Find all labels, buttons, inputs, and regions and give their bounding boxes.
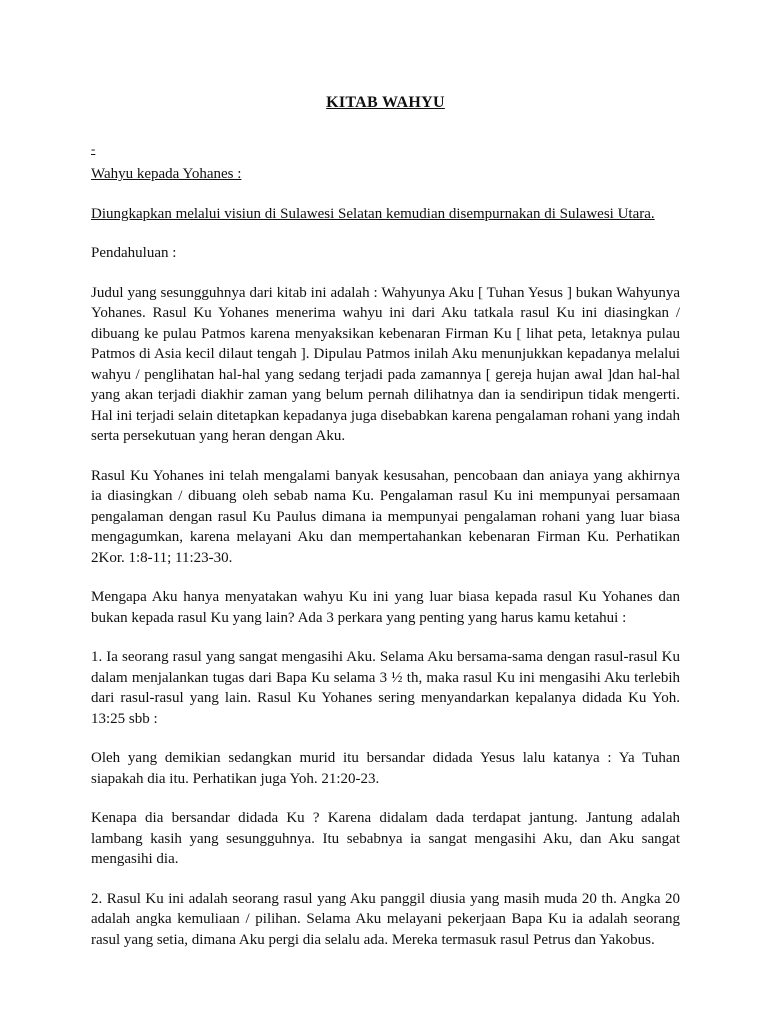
document-page bbox=[91, 92, 680, 969]
heading-pendahuluan: Pendahuluan : bbox=[91, 245, 177, 261]
heading-diungkapkan: Diungkapkan melalui visiun di Sulawesi Selatan kemudian disempurnakan di Sulawesi Utara. bbox=[91, 205, 655, 222]
paragraph-point-1: 1. Ia seorang rasul yang sangat mengasihi Aku. Selama Aku bersama-sama dengan rasul-rasul Ku dalam menjalankan tugas dari Bapa Ku selama 3 ½ th, maka rasul Ku ini mengasihi Aku terlebih dari rasul-rasul yang lain. Rasul Ku Yohanes sering menyandarkan kepalanya didada Ku Yoh. 13:25 sbb : bbox=[91, 649, 680, 727]
document-title: KITAB WAHYU bbox=[326, 94, 445, 111]
paragraph-kenapa: Kenapa dia bersandar didada Ku ? Karena didalam dada terdapat jantung. Jantung adalah lambang kasih yang sesungguhnya. Itu sebabnya ia sangat mengasihi Aku, dan Aku sangat mengasihi dia. bbox=[91, 810, 680, 867]
paragraph-mengapa: Mengapa Aku hanya menyatakan wahyu Ku ini yang luar biasa kepada rasul Ku Yohanes dan bukan kepada rasul Ku yang lain? Ada 3 perkara yang penting yang harus kamu ketahui : bbox=[91, 589, 680, 626]
paragraph-point-2: 2. Rasul Ku ini adalah seorang rasul yang Aku panggil diusia yang masih muda 20 th. Angka 20 adalah angka kemuliaan / pilihan. Selama Aku melayani pekerjaan Bapa Ku ia adalah seorang rasul yang setia, dimana Aku pergi dia selalu ada. Mereka termasuk rasul Petrus dan Yakobus. bbox=[91, 890, 680, 948]
paragraph-quote: Oleh yang demikian sedangkan murid itu bersandar didada Yesus lalu katanya : Ya Tuhan siapakah dia itu. Perhatikan juga Yoh. 21:20-23. bbox=[91, 750, 680, 787]
paragraph-rasul-yohanes: Rasul Ku Yohanes ini telah mengalami banyak kesusahan, pencobaan dan aniaya yang akhirnya ia diasingkan / dibuang oleh sebab nama Ku. Pengalaman rasul Ku ini mempunyai persamaan pengalaman dengan rasul Ku Paulus dimana ia mempunyai pengalaman rohani yang luar biasa mengagumkan, karena melayani Aku dan mempertahankan kebenaran Firman Ku. Perhatikan 2Kor. 1:8-11; 11:23-30. bbox=[91, 467, 680, 566]
heading-wahyu-kepada-yohanes: Wahyu kepada Yohanes : bbox=[91, 166, 242, 182]
dash-mark: - bbox=[91, 141, 96, 156]
paragraph-judul: Judul yang sesungguhnya dari kitab ini adalah : Wahyunya Aku [ Tuhan Yesus ] bukan Wahyunya Yohanes. Rasul Ku Yohanes menerima wahyu ini dari Aku tatkala rasul Ku ini diasingkan / dibuang ke pulau Patmos karena menyaksikan kebenaran Firman Ku [ lihat peta, letaknya pulau Patmos di Asia kecil dilaut tengah ]. Dipulau Patmos inilah Aku menunjukkan kepadanya melalui wahyu / penglihatan hal-hal yang sedang terjadi pada zamannya [ gereja hujan awal ]dan hal-hal yang akan terjadi diakhir zaman yang belum pernah dilihatnya dan ia sendiripun tidak mengerti. Hal ini terjadi selain ditetapkan kepadanya juga disebabkan karena pengalaman rohani yang indah serta persekutuan yang heran dengan Aku. bbox=[91, 284, 680, 444]
